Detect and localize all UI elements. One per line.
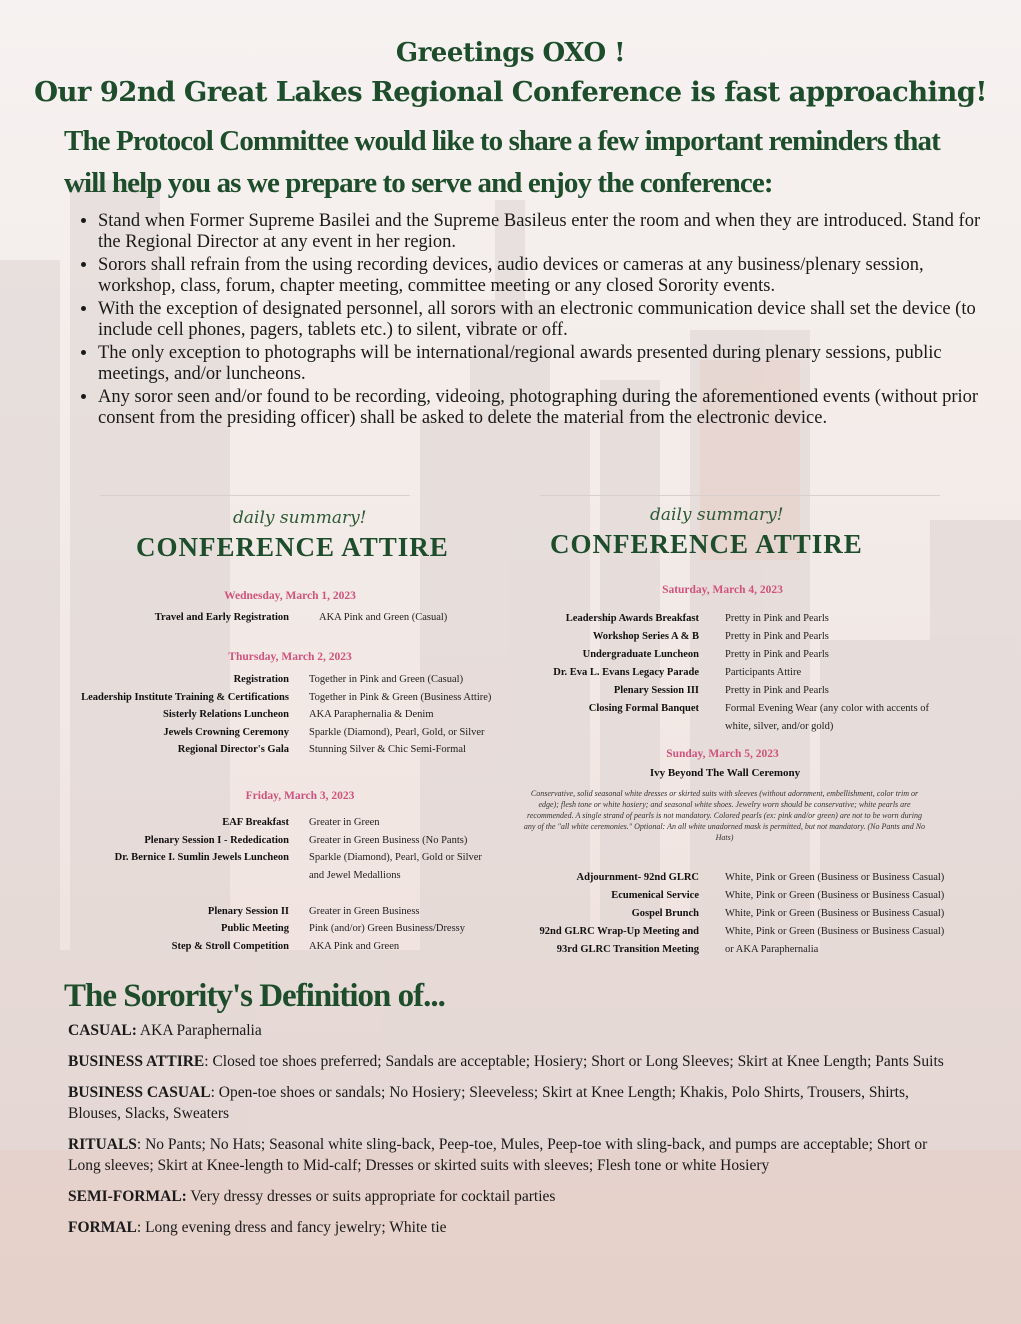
definition-text: Very dressy dresses or suits appropriate for cocktail parties	[186, 1188, 556, 1205]
event-attire: Pretty in Pink and Pearls	[725, 649, 829, 660]
event-name: Travel and Early Registration	[154, 612, 289, 623]
left-daily-summary-script: daily summary!	[233, 508, 367, 528]
event-name: 92nd GLRC Wrap-Up Meeting and	[539, 926, 699, 937]
event-name: 93rd GLRC Transition Meeting	[556, 944, 699, 955]
event-attire: Greater in Green Business	[309, 906, 420, 917]
event-name: EAF Breakfast	[222, 817, 289, 828]
event-attire: White, Pink or Green (Business or Business Casual)	[725, 872, 945, 883]
event-name: Plenary Session I - Rededication	[144, 835, 289, 846]
definition-rituals	[68, 1134, 963, 1176]
ivy-ceremony-note: Conservative, solid seasonal white dresses or skirted suits with sleeves (without adornment, embellishment, color trim or edge); flesh tone or white hosiery; and seasonal white shoes. Jewelry worn should be conservative; white pearls are recommended. A single strand of pearls is not mandatory. Colored pearls (ex: pink and/or green) are not to be worn during any of the "all white ceremonies." Optional: An all white unadorned mask is permitted, but not mandatory. (No Pants and No Hats)	[523, 789, 926, 842]
event-name: Step & Stroll Competition	[171, 941, 289, 952]
event-attire: Greater in Green	[309, 817, 380, 828]
greeting-heading: Greetings OXO !	[395, 38, 626, 68]
definition-text: : Long evening dress and fancy jewelry; White tie	[136, 1219, 447, 1236]
event-attire: AKA Pink and Green	[309, 941, 400, 952]
definition-term: BUSINESS CASUAL	[68, 1084, 211, 1101]
date-heading-thursday: Thursday, March 2, 2023	[228, 651, 352, 663]
definition-semi-formal	[68, 1186, 963, 1207]
event-name: Jewels Crowning Ceremony	[163, 727, 289, 738]
event-name: Closing Formal Banquet	[588, 703, 699, 714]
event-attire: Together in Pink & Green (Business Attire)	[309, 692, 492, 703]
definition-term: RITUALS	[68, 1136, 137, 1153]
event-attire: Pretty in Pink and Pearls	[725, 631, 829, 642]
event-attire: or AKA Paraphernalia	[725, 944, 819, 955]
event-attire: Pink (and/or) Green Business/Dressy	[309, 923, 466, 934]
event-attire: Pretty in Pink and Pearls	[725, 613, 829, 624]
event-name: Undergraduate Luncheon	[582, 649, 699, 660]
event-name: Sisterly Relations Luncheon	[162, 709, 289, 720]
event-attire: Pretty in Pink and Pearls	[725, 685, 829, 696]
event-attire: Formal Evening Wear (any color with accents of white, silver, and/or gold)	[725, 703, 929, 732]
reminder-item: • Any soror seen and/or found to be recording, videoing, photographing during the aforementioned events (without prior consent from the presiding officer) shall be asked to delete the material from the electronic device.	[98, 387, 1003, 429]
definition-term: SEMI-FORMAL:	[68, 1188, 187, 1205]
divider-right	[540, 495, 940, 496]
date-heading-friday: Friday, March 3, 2023	[245, 790, 355, 802]
event-name: Leadership Awards Breakfast	[565, 613, 699, 624]
definition-term: CASUAL:	[68, 1022, 137, 1039]
definitions-title: The Sorority's Definition of...	[64, 978, 445, 1014]
event-name: Ecumenical Service	[611, 890, 699, 901]
definition-business-casual	[68, 1082, 963, 1124]
event-attire: Together in Pink and Green (Casual)	[309, 674, 464, 685]
event-name: Adjournment- 92nd GLRC	[576, 872, 699, 883]
reminder-item: • The only exception to photographs will be international/regional awards presented during plenary sessions, public meetings, and/or luncheons.	[98, 343, 1003, 385]
date-heading-sunday: Sunday, March 5, 2023	[666, 748, 779, 760]
event-attire: White, Pink or Green (Business or Business Casual)	[725, 908, 945, 919]
definition-text: AKA Paraphernalia	[136, 1022, 262, 1039]
event-name: Dr. Eva L. Evans Legacy Parade	[553, 667, 699, 678]
event-attire: Greater in Green Business (No Pants)	[309, 835, 468, 846]
reminders-list	[64, 211, 1003, 431]
reminder-item: • Sorors shall refrain from the using recording devices, audio devices or cameras at any business/plenary session, workshop, class, forum, chapter meeting, committee meeting or any closed Sorority events.	[98, 255, 1003, 297]
intro-text: The Protocol Committee would like to share a few important reminders that will help you as we prepare to serve and enjoy the conference:	[64, 125, 940, 199]
event-name: Gospel Brunch	[631, 908, 699, 919]
date-heading-saturday: Saturday, March 4, 2023	[662, 584, 783, 596]
event-name: Workshop Series A & B	[592, 631, 699, 642]
reminder-item: • With the exception of designated personnel, all sorors with an electronic communication device shall set the device (to include cell phones, pagers, tablets etc.) to silent, vibrate or off.	[98, 299, 1003, 341]
right-conference-attire-title: CONFERENCE ATTIRE	[550, 529, 863, 559]
definition-text: : Closed toe shoes preferred; Sandals are acceptable; Hosiery; Short or Long Sleeves; Skirt at Knee Length; Pants Suits	[204, 1053, 944, 1070]
event-attire: White, Pink or Green (Business or Business Casual)	[725, 890, 945, 901]
event-attire: Stunning Silver & Chic Semi-Formal	[309, 744, 466, 755]
definition-formal	[68, 1217, 963, 1238]
event-name: Leadership Institute Training & Certifications	[81, 692, 289, 703]
event-attire: AKA Paraphernalia & Denim	[309, 709, 434, 720]
definition-business-attire	[68, 1051, 963, 1072]
right-daily-summary-script: daily summary!	[650, 505, 784, 525]
event-attire: Sparkle (Diamond), Pearl, Gold or Silver and Jewel Medallions	[309, 852, 482, 881]
conference-headline: Our 92nd Great Lakes Regional Conference is fast approaching!	[34, 76, 987, 108]
event-name: Public Meeting	[221, 923, 289, 934]
event-attire: Participants Attire	[725, 667, 802, 678]
definition-text: : Open-toe shoes or sandals; No Hosiery; Sleeveless; Skirt at Knee Length; Khakis, Polo Shirts, Trousers, Shirts, Blouses, Slacks, Sweaters	[68, 1084, 909, 1122]
date-heading-wednesday: Wednesday, March 1, 2023	[224, 590, 356, 602]
event-name: Registration	[233, 674, 289, 685]
event-name: Plenary Session II	[207, 906, 289, 917]
definition-term: BUSINESS ATTIRE	[68, 1053, 205, 1070]
definition-casual	[68, 1020, 963, 1041]
definition-term: FORMAL	[68, 1219, 137, 1236]
divider-left	[100, 495, 410, 496]
event-attire: White, Pink or Green (Business or Business Casual)	[725, 926, 945, 937]
ivy-ceremony-label: Ivy Beyond The Wall Ceremony	[649, 767, 801, 779]
event-attire: Sparkle (Diamond), Pearl, Gold, or Silver	[309, 727, 485, 738]
left-conference-attire-title: CONFERENCE ATTIRE	[136, 532, 449, 562]
event-attire: AKA Pink and Green (Casual)	[319, 612, 448, 623]
event-name: Regional Director's Gala	[177, 744, 289, 755]
reminder-item: • Stand when Former Supreme Basilei and the Supreme Basileus enter the room and when they are introduced. Stand for the Regional Director at any event in her region.	[98, 211, 1003, 253]
definition-text: : No Pants; No Hats; Seasonal white sling-back, Peep-toe, Mules, Peep-toe with sling-back, and pumps are acceptable; Short or Long sleeves; Skirt at Knee-length to Mid-calf; Dresses or skirted suits with sleeves; Flesh tone or white Hosiery	[68, 1136, 928, 1174]
event-name: Dr. Bernice I. Sumlin Jewels Luncheon	[114, 852, 289, 863]
event-name: Plenary Session III	[613, 685, 699, 696]
definitions-list	[68, 1020, 963, 1248]
